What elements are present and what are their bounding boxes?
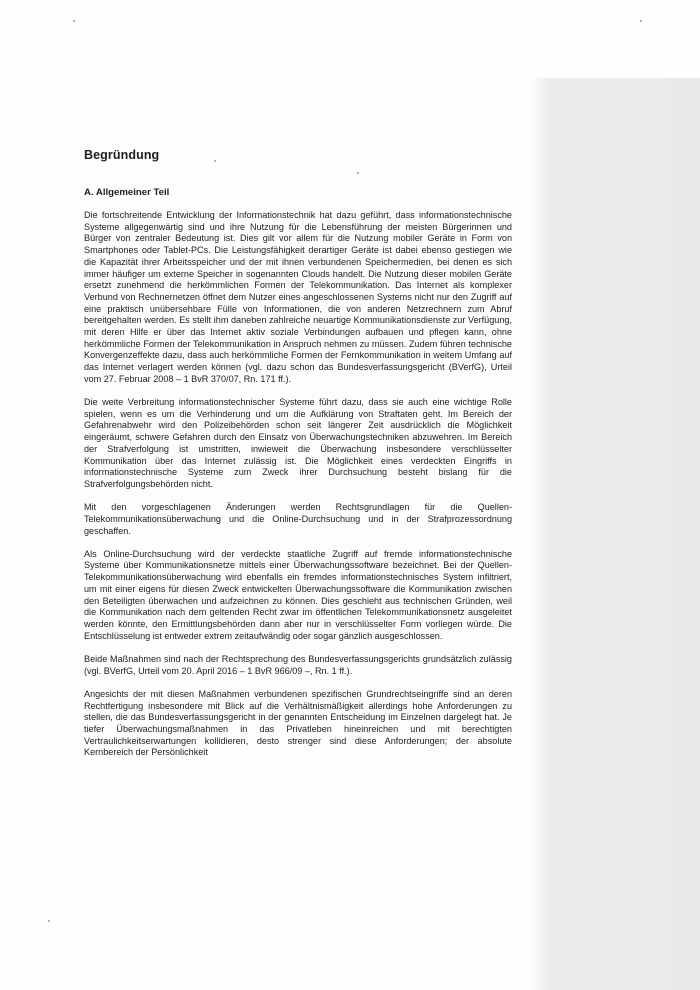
- paragraph-4: Als Online-Durchsuchung wird der verdeckte staatliche Zugriff auf fremde informationstechnische Systeme über Kommunikationsnetze mittels einer Überwachungssoftware bezeichnet. Bei der Quellen-Telekommunikationsüberwachung wird ebenfalls ein fremdes informationstechnisches System infiltriert, um mit einer eigens für diesen Zweck entwickelten Überwachungssoftware die Kommunikation zwischen den Beteiligten überwachen und aufzeichnen zu können. Dies geschieht aus technischen Gründen, weil die Kommunikation nach dem geltenden Recht zwar im öffentlichen Telekommunikationsnetz ausgeleitet werden könnte, den Ermittlungsbehörden dann aber nur in verschlüsselter Form vorliegen würde. Die Entschlüsselung ist entweder extrem zeitaufwändig oder sogar gänzlich ausgeschlossen.: [84, 548, 512, 641]
- paragraph-3: Mit den vorgeschlagenen Änderungen werden Rechtsgrundlagen für die Quellen-Telekommunikationsüberwachung und die Online-Durchsuchung und in der Strafprozessordnung geschaffen.: [84, 502, 512, 536]
- paragraph-6: Angesichts der mit diesen Maßnahmen verbundenen spezifischen Grundrechtseingriffe sind an deren Rechtfertigung insbesondere mit Blick auf die Verhältnismäßigkeit allerdings hohe Anforderungen zu stellen, die das Bundesverfassungsgericht in der genannten Entscheidung im Einzelnen dargelegt hat. Je tiefer Überwachungsmaßnahmen in das Privatleben hineinreichen und mit berechtigten Vertraulichkeitserwartungen kollidieren, desto strenger sind diese Anforderungen; der absolute Kernbereich der Persönlichkeit: [84, 688, 512, 758]
- paragraph-5: Beide Maßnahmen sind nach der Rechtsprechung des Bundesverfassungsgerichts grundsätzlich zulässig (vgl. BVerfG, Urteil vom 20. April 2016 – 1 BvR 966/09 –, Rn. 1 ff.).: [84, 653, 512, 676]
- section-title: A. Allgemeiner Teil: [84, 187, 170, 198]
- paragraph-2: Die weite Verbreitung informationstechnischer Systeme führt dazu, dass sie auch eine wichtige Rolle spielen, wenn es um die Verhinderung und um die Aufklärung von Straftaten geht. Im Bereich der Gefahrenabwehr wird den Polizeibehörden schon seit längerer Zeit ausdrücklich die Möglichkeit eingeräumt, schwere Gefahren durch den Einsatz von Überwachungstechniken abzuwehren. Im Bereich der Strafverfolgung ist umstritten, inwieweit die Überwachung insbesondere verschlüsselter Kommunikation über das Internet zulässig ist. Die Möglichkeit eines verdeckten Eingriffs in informationstechnische Systeme zum Zweck ihrer Durchsuchung besteht bislang für die Strafverfolgungsbehörden nicht.: [84, 397, 512, 489]
- document-heading: Begründung: [84, 148, 160, 162]
- scan-speck: [640, 20, 642, 22]
- scan-shadow: [530, 78, 700, 990]
- scan-speck: [48, 920, 50, 922]
- paragraph-1: Die fortschreitende Entwicklung der Informationstechnik hat dazu geführt, dass informationstechnische Systeme allgegenwärtig sind und ihre Nutzung für die Lebensführung der meisten Bürgerinnen und Bürger von zentraler Bedeutung ist. Dies gilt vor allem für die Nutzung mobiler Geräte in Form von Smartphones oder Tablet-PCs. Die Leistungsfähigkeit derartiger Geräte ist dabei ebenso gestiegen wie die Kapazität ihrer Arbeitsspeicher und der mit ihnen verbundenen Speichermedien, bei denen es sich immer häufiger um externe Speicher in sogenannten Clouds handelt. Die Nutzung dieser mobilen Geräte ersetzt zunehmend die herkömmlichen Formen der Telekommunikation. Das Internet als komplexer Verbund von Rechnernetzen öffnet dem Nutzer eines angeschlossenen Systems nicht nur den Zugriff auf eine praktisch unübersehbare Fülle von Informationen, die von anderen Netzrechnern zum Abruf bereitgehalten werden. Es stellt ihm daneben zahlreiche neuartige Kommunikationsdienste zur Verfügung, mit deren Hilfe er über das Internet aktiv soziale Verbindungen aufbauen und pflegen kann, ohne herkömmliche Formen der Telekommunikation in Anspruch nehmen zu müssen. Zudem führen technische Konvergenzeffekte dazu, dass auch herkömmliche Formen der Fernkommunikation in weitem Umfang auf das Internet verlagert werden können (vgl. dazu schon das Bundesverfassungsgericht (BVerfG), Urteil vom 27. Februar 2008 – 1 BvR 370/07, Rn. 171 ff.).: [84, 210, 512, 384]
- document-body: [84, 148, 512, 771]
- scan-speck: [73, 20, 75, 22]
